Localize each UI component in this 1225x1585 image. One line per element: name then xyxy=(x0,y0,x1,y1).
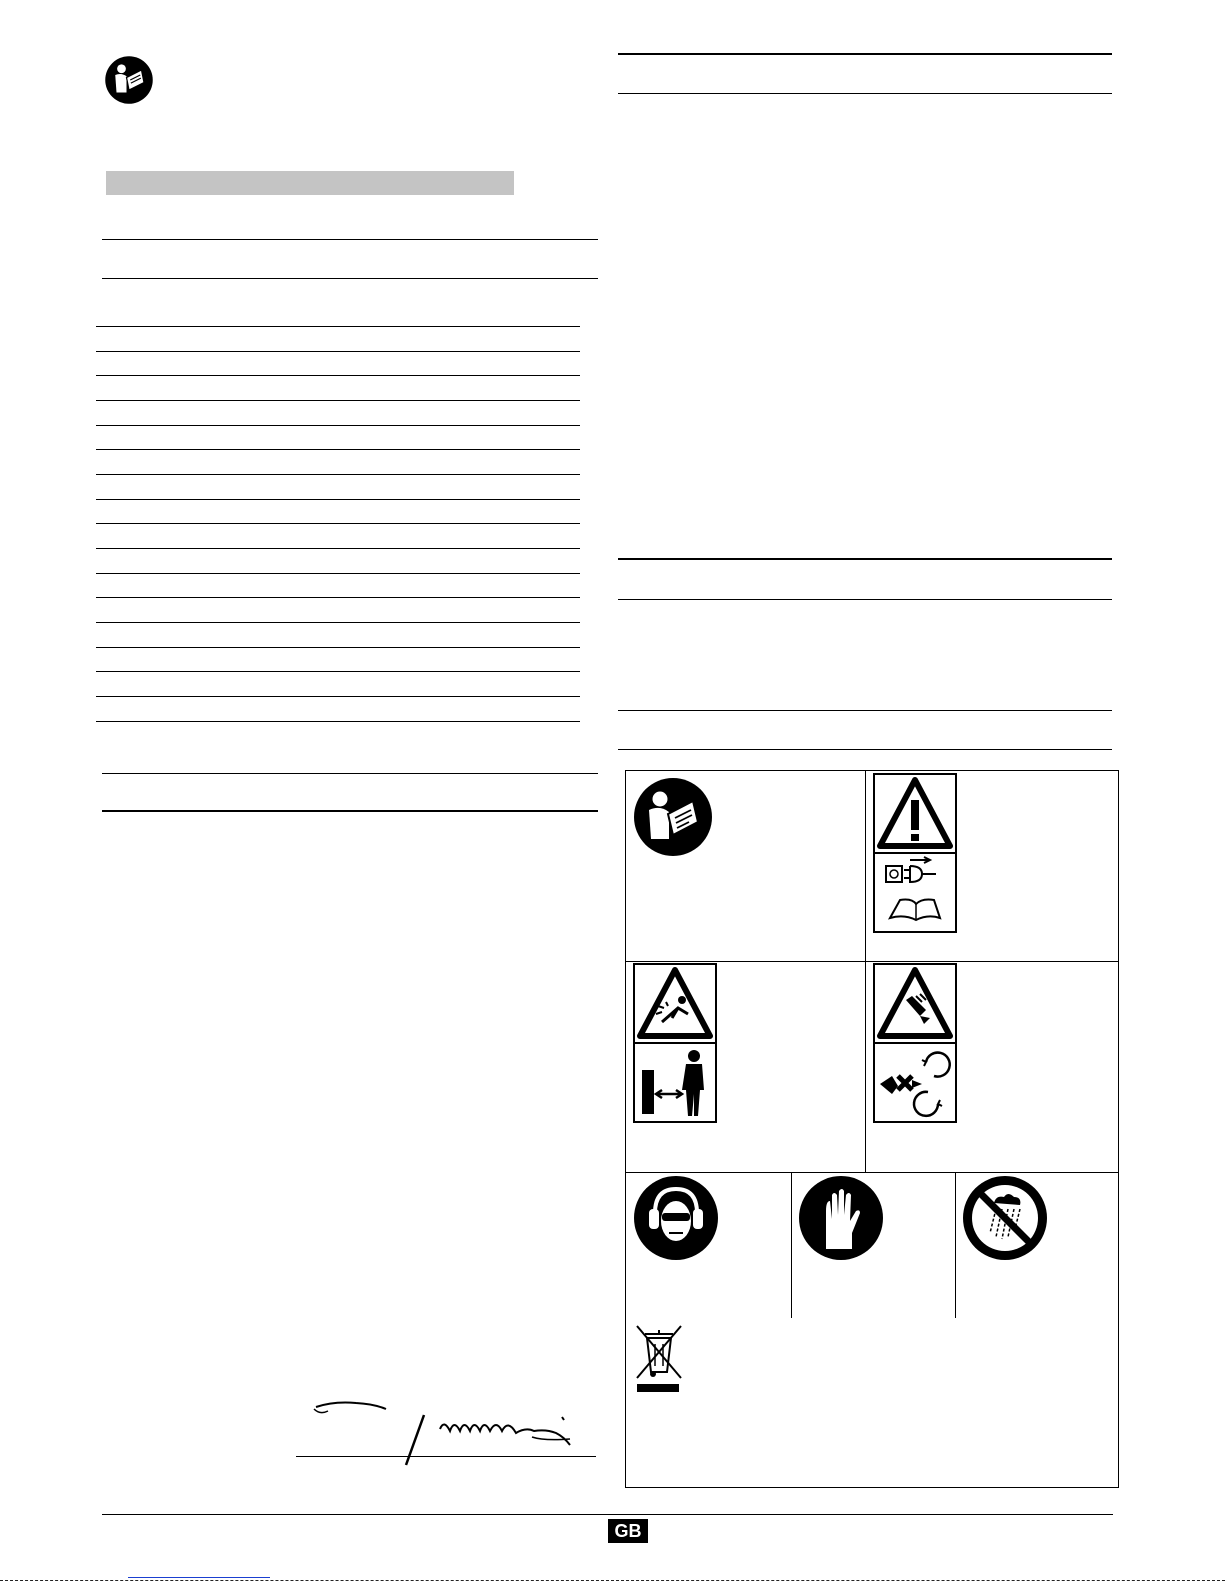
list-row-rule xyxy=(96,622,580,623)
right-section2-top-rule xyxy=(618,558,1112,560)
page-edge-dashes xyxy=(0,1580,1225,1581)
list-row-rule xyxy=(96,326,580,327)
list-row-rule xyxy=(96,597,580,598)
right-section3-top-rule xyxy=(618,710,1112,711)
rotating-blades-icon xyxy=(876,1046,954,1120)
list-row-rule xyxy=(96,721,580,722)
list-row-rule xyxy=(96,474,580,475)
list-row-rule xyxy=(96,647,580,648)
footer-rule xyxy=(102,1514,1113,1515)
safety-symbols-panel xyxy=(625,770,1119,1488)
panel-divider xyxy=(865,770,866,1172)
read-manual-icon xyxy=(104,55,154,105)
keep-distance-icon xyxy=(636,1046,714,1120)
list-row-rule xyxy=(96,449,580,450)
panel-divider xyxy=(955,1172,956,1318)
list-row-rule xyxy=(96,425,580,426)
right-section-top-rule xyxy=(618,53,1112,55)
right-section2-bottom-rule xyxy=(618,599,1112,600)
panel-divider xyxy=(791,1172,792,1318)
language-badge: GB xyxy=(608,1519,648,1543)
right-section3-bottom-rule xyxy=(618,749,1112,750)
section-top-rule xyxy=(102,773,598,774)
unplug-read-manual-icon xyxy=(876,856,954,930)
link-underline xyxy=(128,1577,270,1578)
sign-divider xyxy=(633,1042,717,1044)
list-row-rule xyxy=(96,375,580,376)
right-section-bottom-rule xyxy=(618,93,1112,94)
list-row-rule xyxy=(96,548,580,549)
table-header-bottom-rule xyxy=(102,278,598,279)
flying-debris-warning-icon xyxy=(636,966,714,1040)
list-row-rule xyxy=(96,523,580,524)
sign-divider xyxy=(873,1042,957,1044)
list-row-rule xyxy=(96,400,580,401)
list-row-rule xyxy=(96,499,580,500)
list-row-rule xyxy=(96,573,580,574)
ear-eye-protection-icon xyxy=(633,1175,719,1261)
list-row-rule xyxy=(96,696,580,697)
section-bottom-rule xyxy=(102,810,598,812)
table-header-top-rule xyxy=(102,239,598,240)
cut-hazard-warning-icon xyxy=(876,966,954,1040)
weee-bin-icon xyxy=(633,1322,689,1394)
panel-divider xyxy=(625,1172,1119,1173)
signature xyxy=(294,1393,600,1473)
signature-line xyxy=(296,1456,596,1457)
panel-divider xyxy=(625,961,1119,962)
list-row-rule xyxy=(96,671,580,672)
gloves-icon xyxy=(798,1175,884,1261)
no-rain-icon xyxy=(962,1175,1048,1261)
section-heading-bar xyxy=(106,171,514,195)
list-row-rule xyxy=(96,351,580,352)
sign-divider xyxy=(873,852,957,854)
warning-triangle-icon xyxy=(876,776,954,850)
read-manual-icon xyxy=(633,777,713,857)
